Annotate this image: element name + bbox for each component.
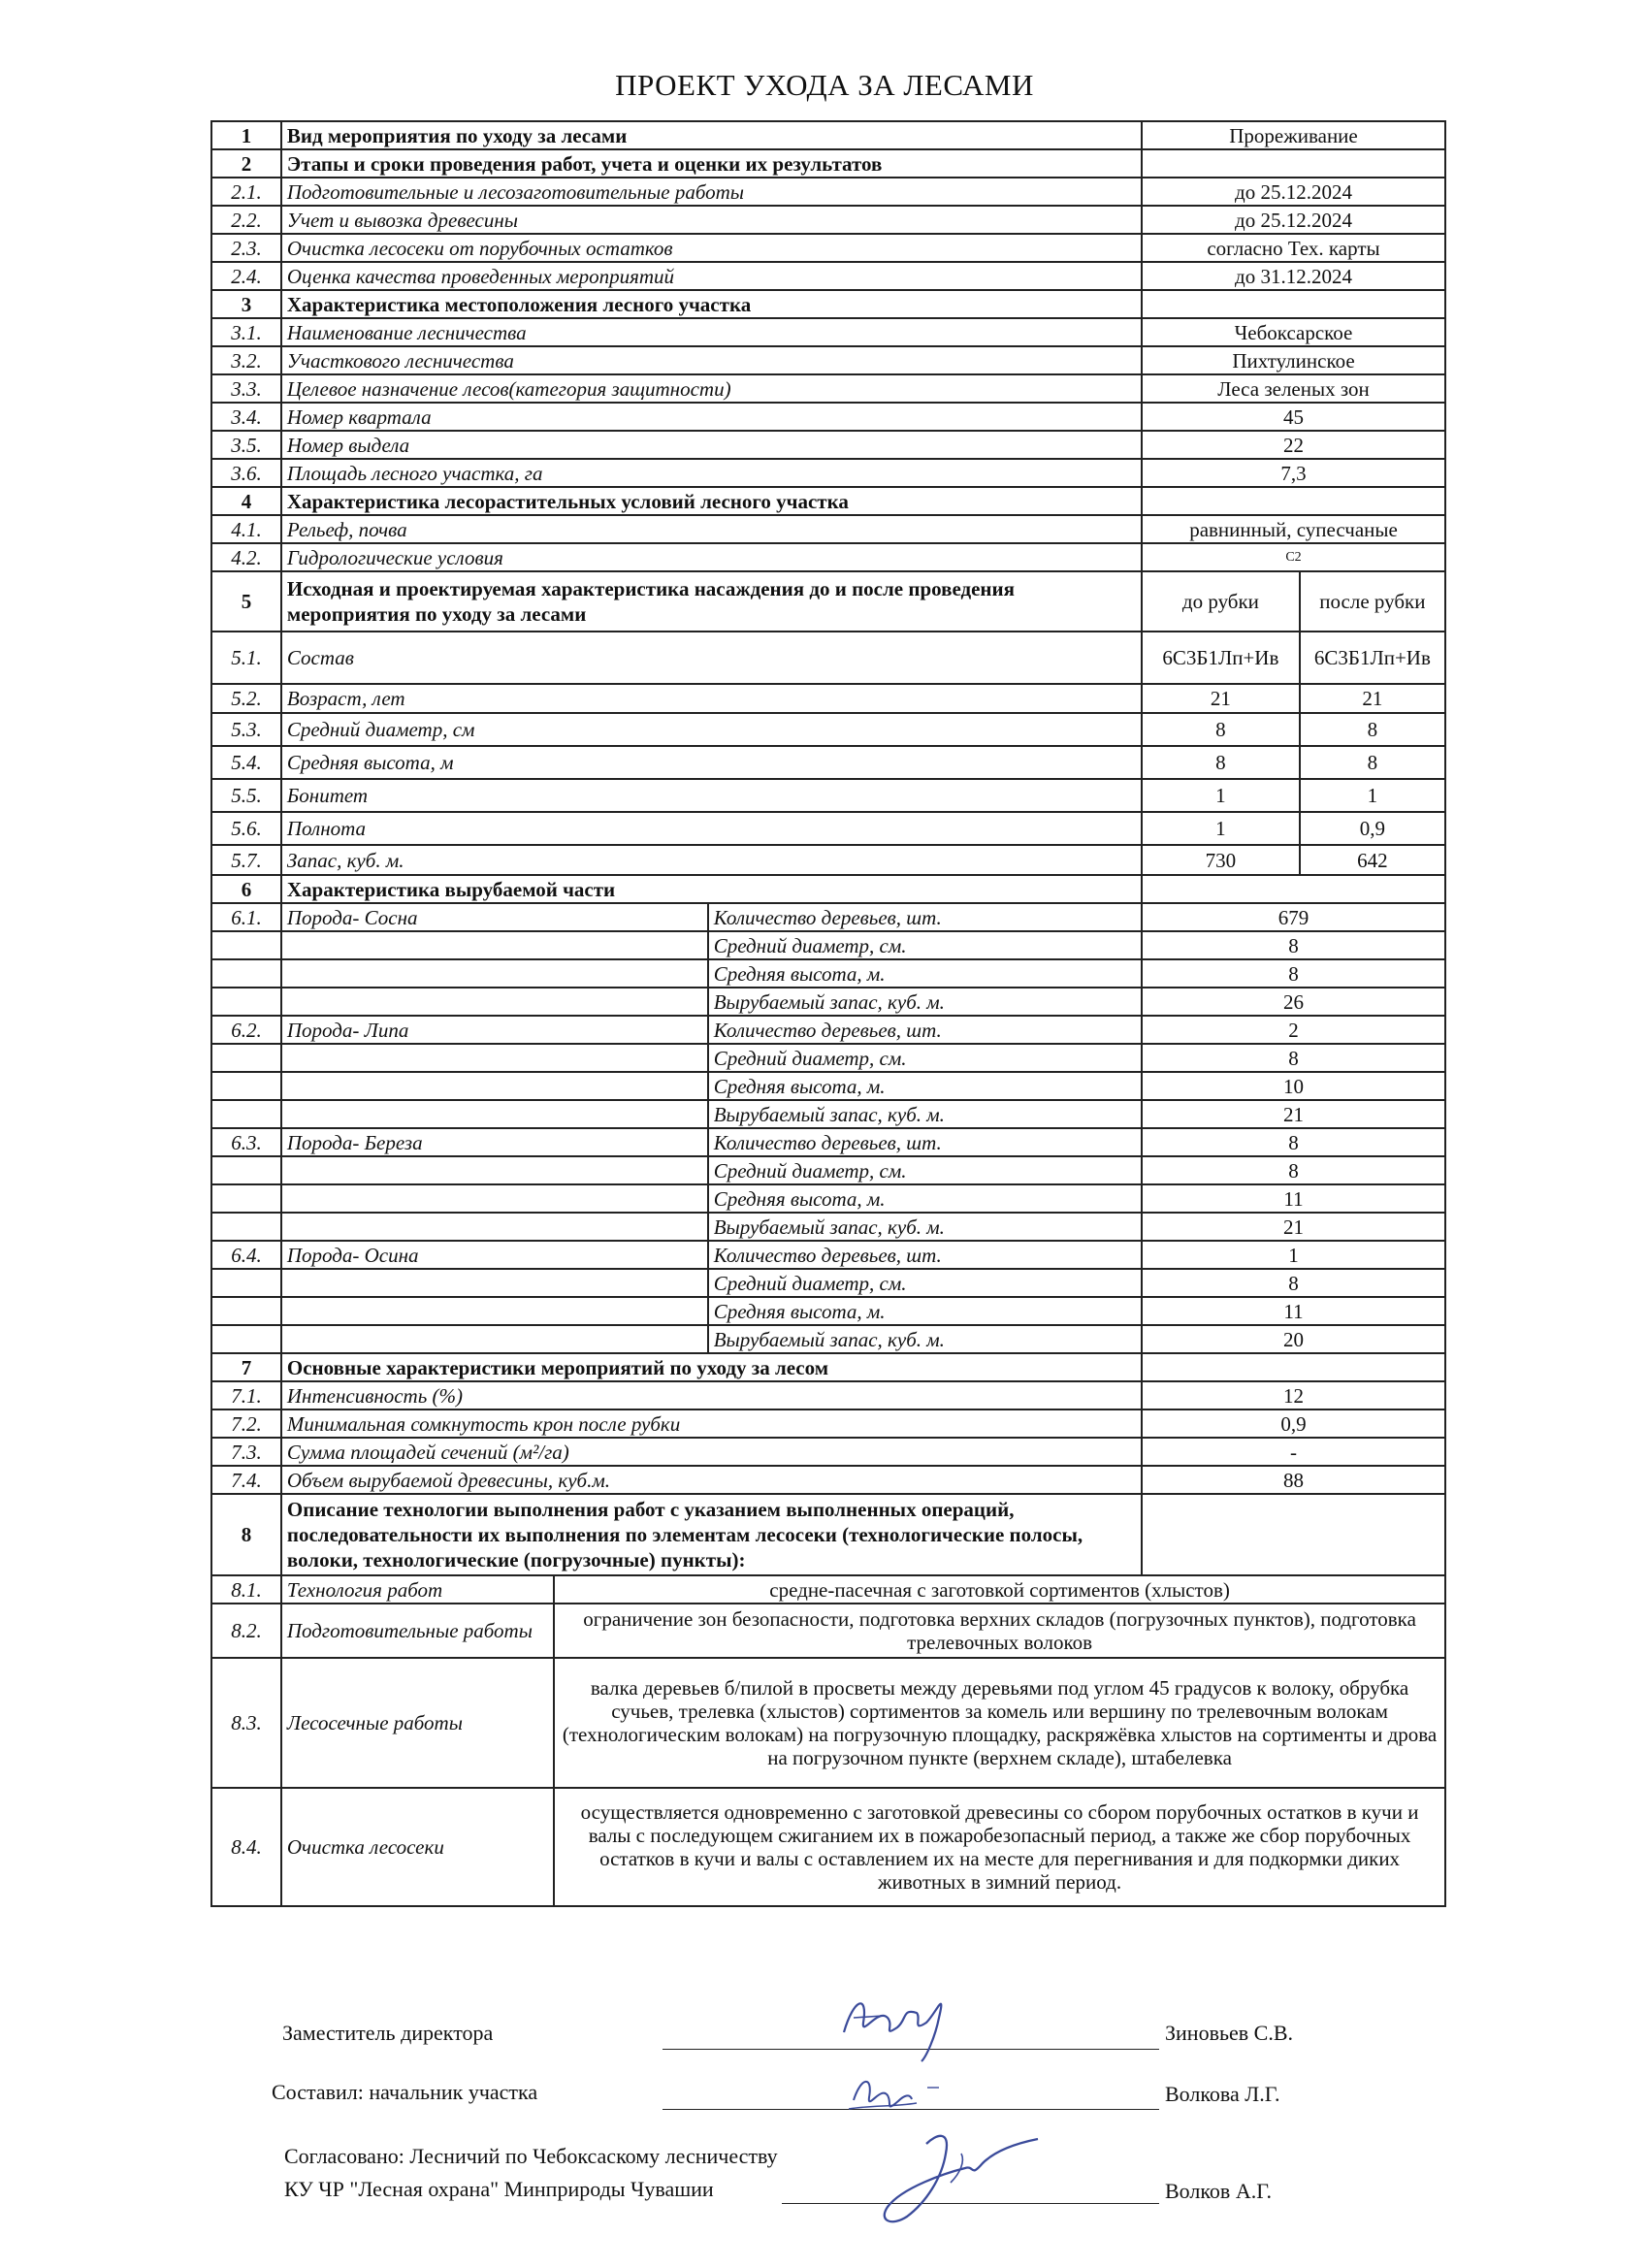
row-number: 8.3. (211, 1658, 281, 1788)
row-number: 8.2. (211, 1604, 281, 1658)
row-value: 88 (1142, 1466, 1445, 1494)
row-number: 6.1. (211, 903, 281, 931)
row-number: 4 (211, 487, 281, 515)
row-label: Запас, куб. м. (281, 845, 1142, 875)
row-number: 5.3. (211, 713, 281, 746)
agreed-name: Волков А.Г. (1165, 2179, 1272, 2203)
row-value: 20 (1142, 1325, 1445, 1353)
value-after: 8 (1300, 713, 1445, 746)
row-number: 3.6. (211, 459, 281, 487)
deputy-title: Заместитель директора (282, 2021, 494, 2045)
row-number: 3.3. (211, 374, 281, 403)
row-label: Бонитет (281, 779, 1142, 812)
agreed-line-2: КУ ЧР "Лесная охрана" Минприроды Чувашии (284, 2177, 714, 2201)
value-after: 1 (1300, 779, 1445, 812)
row-label: Количество деревьев, шт. (708, 1128, 1142, 1156)
row-value: 2 (1142, 1016, 1445, 1044)
row-value: валка деревьев б/пилой в просветы между деревьями под углом 45 градусов к волоку, обрубка сучьев, трелевка (хлыстов) сортиментов за комель или вершину по трелевочным волокам (технологическим волокам) на погрузочную площадку, раскряжёвка хлыстов на сортименты и дрова на погрузочном пункте (верхнем складе), штабелевка (554, 1658, 1445, 1788)
row-value: 8 (1142, 1128, 1445, 1156)
row-value: 11 (1142, 1297, 1445, 1325)
species-name: Порода- Осина (281, 1241, 708, 1269)
row-number: 4.1. (211, 515, 281, 543)
row-label: Средняя высота, м. (708, 959, 1142, 988)
handwritten-signature-2 (834, 2066, 960, 2124)
row-number: 3.5. (211, 431, 281, 459)
row-label: Участкового лесничества (281, 346, 1142, 374)
row-number: 5 (211, 571, 281, 632)
row-value: осуществляется одновременно с заготовкой древесины со сбором порубочных остатков в кучи и валы с последующем сжиганием их в пожаробезопасный период, а также же сбор порубочных остатков в кучи и валы с оставлением их на месте для перегнивания и для подкормки диких животных в зимний период. (554, 1788, 1445, 1906)
row-value: Чебоксарское (1142, 318, 1445, 346)
row-number: 5.7. (211, 845, 281, 875)
row-number: 2.4. (211, 262, 281, 290)
row-value: до 25.12.2024 (1142, 206, 1445, 234)
row-number: 3.4. (211, 403, 281, 431)
row-value: 1 (1142, 1241, 1445, 1269)
row-value: - (1142, 1438, 1445, 1466)
row-number: 7 (211, 1353, 281, 1381)
row-label: Номер выдела (281, 431, 1142, 459)
row-number: 7.1. (211, 1381, 281, 1409)
value-before: 21 (1142, 684, 1300, 713)
row-value: 10 (1142, 1072, 1445, 1100)
row-label: Этапы и сроки проведения работ, учета и оценки их результатов (281, 149, 1142, 178)
row-label: Средний диаметр, см (281, 713, 1142, 746)
row-label: Средний диаметр, см. (708, 1156, 1142, 1184)
agreed-line-1: Согласовано: Лесничий по Чебоксаскому лесничеству (284, 2144, 778, 2168)
row-label: Площадь лесного участка, га (281, 459, 1142, 487)
row-value: С2 (1142, 543, 1445, 571)
column-header-after: после рубки (1300, 571, 1445, 632)
row-value: 26 (1142, 988, 1445, 1016)
row-number: 3.1. (211, 318, 281, 346)
compiler-name: Волкова Л.Г. (1165, 2082, 1280, 2106)
row-value: 679 (1142, 903, 1445, 931)
row-label: Основные характеристики мероприятий по уходу за лесом (281, 1353, 1142, 1381)
row-value: 8 (1142, 1156, 1445, 1184)
value-after: 642 (1300, 845, 1445, 875)
row-number: 6.4. (211, 1241, 281, 1269)
row-label: Гидрологические условия (281, 543, 1142, 571)
row-label: Вырубаемый запас, куб. м. (708, 988, 1142, 1016)
value-after: 0,9 (1300, 812, 1445, 845)
row-value: 21 (1142, 1100, 1445, 1128)
row-value: 8 (1142, 959, 1445, 988)
row-number: 5.4. (211, 746, 281, 779)
value-before: 8 (1142, 713, 1300, 746)
row-label: Очистка лесосеки (281, 1788, 554, 1906)
row-number: 4.2. (211, 543, 281, 571)
row-label: Минимальная сомкнутость крон после рубки (281, 1409, 1142, 1438)
row-label: Вырубаемый запас, куб. м. (708, 1213, 1142, 1241)
row-label: Целевое назначение лесов(категория защитности) (281, 374, 1142, 403)
row-label: Вырубаемый запас, куб. м. (708, 1100, 1142, 1128)
row-value: до 25.12.2024 (1142, 178, 1445, 206)
row-label: Подготовительные и лесозаготовительные работы (281, 178, 1142, 206)
handwritten-signature-3 (868, 2124, 1052, 2241)
row-number: 8.4. (211, 1788, 281, 1906)
row-number: 7.4. (211, 1466, 281, 1494)
row-value: 8 (1142, 931, 1445, 959)
value-after: 21 (1300, 684, 1445, 713)
page-title: ПРОЕКТ УХОДА ЗА ЛЕСАМИ (615, 68, 1034, 102)
row-value: равнинный, супесчаные (1142, 515, 1445, 543)
row-label: Средний диаметр, см. (708, 931, 1142, 959)
row-label: Подготовительные работы (281, 1604, 554, 1658)
row-value: Прореживание (1142, 121, 1445, 149)
row-number: 5.6. (211, 812, 281, 845)
value-before: 1 (1142, 779, 1300, 812)
row-label: Полнота (281, 812, 1142, 845)
value-after: 8 (1300, 746, 1445, 779)
row-value: 0,9 (1142, 1409, 1445, 1438)
row-label: Оценка качества проведенных мероприятий (281, 262, 1142, 290)
row-label: Лесосечные работы (281, 1658, 554, 1788)
row-label: Вырубаемый запас, куб. м. (708, 1325, 1142, 1353)
row-label: Объем вырубаемой древесины, куб.м. (281, 1466, 1142, 1494)
row-number: 6.2. (211, 1016, 281, 1044)
row-number: 2.3. (211, 234, 281, 262)
row-value: 22 (1142, 431, 1445, 459)
row-value: согласно Тех. карты (1142, 234, 1445, 262)
row-value: Леса зеленых зон (1142, 374, 1445, 403)
row-value: ограничение зон безопасности, подготовка верхних складов (погрузочных пунктов), подготовка трелевочных волоков (554, 1604, 1445, 1658)
row-label: Номер квартала (281, 403, 1142, 431)
row-label: Средний диаметр, см. (708, 1269, 1142, 1297)
row-number: 5.5. (211, 779, 281, 812)
row-number: 5.2. (211, 684, 281, 713)
row-label: Очистка лесосеки от порубочных остатков (281, 234, 1142, 262)
row-number: 2 (211, 149, 281, 178)
row-number: 6 (211, 875, 281, 903)
row-label: Вид мероприятия по уходу за лесами (281, 121, 1142, 149)
row-number: 3.2. (211, 346, 281, 374)
row-number: 2.2. (211, 206, 281, 234)
row-label: Характеристика местоположения лесного участка (281, 290, 1142, 318)
value-before: 6С3Б1Лп+Ив (1142, 632, 1300, 684)
species-name: Порода- Береза (281, 1128, 708, 1156)
row-number: 8 (211, 1494, 281, 1575)
row-label: Характеристика вырубаемой части (281, 875, 1142, 903)
row-value: 8 (1142, 1044, 1445, 1072)
row-label: Средняя высота, м. (708, 1184, 1142, 1213)
species-name: Порода- Сосна (281, 903, 708, 931)
row-value: 11 (1142, 1184, 1445, 1213)
value-before: 8 (1142, 746, 1300, 779)
row-value: 45 (1142, 403, 1445, 431)
row-number: 2.1. (211, 178, 281, 206)
row-number: 5.1. (211, 632, 281, 684)
handwritten-signature-1 (824, 1979, 970, 2066)
row-value: Пихтулинское (1142, 346, 1445, 374)
row-label: Учет и вывозка древесины (281, 206, 1142, 234)
row-value: 21 (1142, 1213, 1445, 1241)
row-label: Состав (281, 632, 1142, 684)
row-number: 7.3. (211, 1438, 281, 1466)
row-label: Исходная и проектируемая характеристика насаждения до и после проведения мероприятия по уходу за лесами (281, 571, 1142, 632)
row-label: Количество деревьев, шт. (708, 1241, 1142, 1269)
row-label: Количество деревьев, шт. (708, 903, 1142, 931)
row-label: Средняя высота, м. (708, 1072, 1142, 1100)
row-number: 1 (211, 121, 281, 149)
value-after: 6С3Б1Лп+Ив (1300, 632, 1445, 684)
compiler-title: Составил: начальник участка (272, 2080, 538, 2104)
row-value: средне-пасечная с заготовкой сортиментов (хлыстов) (554, 1575, 1445, 1604)
row-label: Возраст, лет (281, 684, 1142, 713)
row-label: Наименование лесничества (281, 318, 1142, 346)
row-value: до 31.12.2024 (1142, 262, 1445, 290)
row-value: 8 (1142, 1269, 1445, 1297)
row-number: 3 (211, 290, 281, 318)
row-label: Сумма площадей сечений (м²/га) (281, 1438, 1142, 1466)
row-label: Средняя высота, м. (708, 1297, 1142, 1325)
row-label: Средний диаметр, см. (708, 1044, 1142, 1072)
row-number: 8.1. (211, 1575, 281, 1604)
row-number: 7.2. (211, 1409, 281, 1438)
row-label: Средняя высота, м (281, 746, 1142, 779)
species-name: Порода- Липа (281, 1016, 708, 1044)
column-header-before: до рубки (1142, 571, 1300, 632)
row-value: 12 (1142, 1381, 1445, 1409)
row-label: Описание технологии выполнения работ с указанием выполненных операций, последовательности их выполнения по элементам лесосеки (технологические полосы, волоки, технологические (погрузочные) пункты): (281, 1494, 1142, 1575)
row-label: Рельеф, почва (281, 515, 1142, 543)
row-label: Характеристика лесорастительных условий лесного участка (281, 487, 1142, 515)
value-before: 1 (1142, 812, 1300, 845)
row-number: 6.3. (211, 1128, 281, 1156)
deputy-name: Зиновьев С.В. (1165, 2021, 1293, 2045)
row-label: Технология работ (281, 1575, 554, 1604)
row-label: Количество деревьев, шт. (708, 1016, 1142, 1044)
row-label: Интенсивность (%) (281, 1381, 1142, 1409)
row-value: 7,3 (1142, 459, 1445, 487)
value-before: 730 (1142, 845, 1300, 875)
